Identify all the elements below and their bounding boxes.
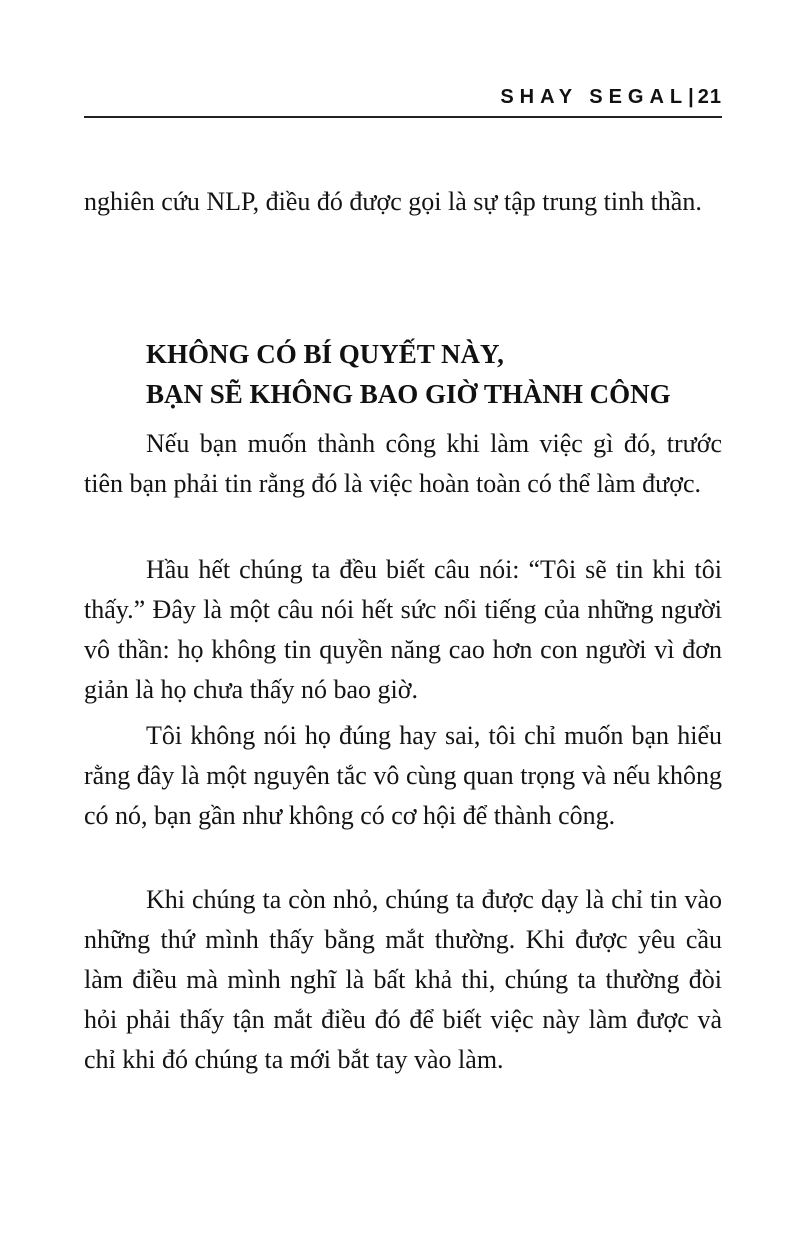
page-number: 21	[697, 86, 722, 108]
section-heading-line-2: BẠN SẼ KHÔNG BAO GIỜ THÀNH CÔNG	[146, 379, 671, 409]
continued-paragraph: nghiên cứu NLP, điều đó được gọi là sự tập trung tinh thần.	[84, 187, 702, 216]
header-separator: |	[688, 86, 698, 108]
section-heading-line-1: KHÔNG CÓ BÍ QUYẾT NÀY,	[146, 339, 504, 369]
running-header	[84, 78, 722, 118]
header-author: SHAY SEGAL	[500, 86, 689, 108]
section-heading	[146, 334, 671, 414]
body-paragraph-3: Tôi không nói họ đúng hay sai, tôi chỉ muốn bạn hiểu rằng đây là một nguyên tắc vô cùng quan trọng và nếu không có nó, bạn gần như không có cơ hội để thành công.	[84, 721, 722, 830]
body-paragraph-1: Nếu bạn muốn thành công khi làm việc gì đó, trước tiên bạn phải tin rằng đó là việc hoàn toàn có thể làm được.	[84, 429, 722, 498]
header-text	[500, 86, 722, 109]
body-paragraph-4: Khi chúng ta còn nhỏ, chúng ta được dạy là chỉ tin vào những thứ mình thấy bằng mắt thường. Khi được yêu cầu làm điều mà mình nghĩ là bất khả thi, chúng ta thường đòi hỏi phải thấy tận mắt điều đó để biết việc này làm được và chỉ khi đó chúng ta mới bắt tay vào làm.	[84, 885, 722, 1074]
body-paragraph-2: Hầu hết chúng ta đều biết câu nói: “Tôi sẽ tin khi tôi thấy.” Đây là một câu nói hết sức nổi tiếng của những người vô thần: họ không tin quyền năng cao hơn con người vì đơn giản là họ chưa thấy nó bao giờ.	[84, 555, 722, 704]
